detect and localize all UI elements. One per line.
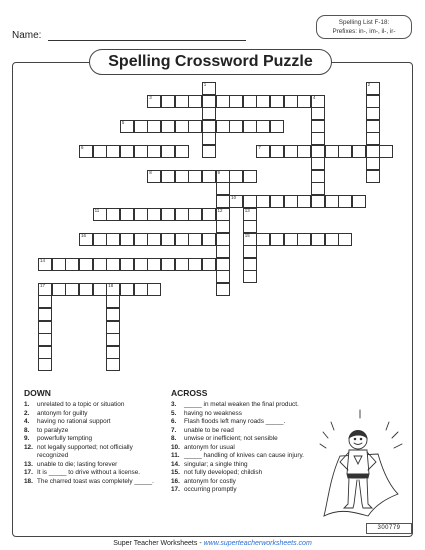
crossword-cell[interactable]: [161, 120, 175, 133]
across-clue: [171, 418, 319, 427]
crossword-cell[interactable]: [106, 308, 120, 321]
crossword-cell[interactable]: [175, 95, 189, 108]
crossword-cell[interactable]: [216, 220, 230, 233]
crossword-cell[interactable]: [366, 82, 380, 95]
crossword-cell[interactable]: [202, 82, 216, 95]
crossword-cell[interactable]: [284, 95, 298, 108]
clue-text: Flash floods left many roads _____.: [184, 418, 286, 425]
cell-number: 9: [217, 169, 221, 175]
crossword-cell[interactable]: [229, 195, 243, 208]
crossword-cell[interactable]: [243, 270, 257, 283]
clue-number: 13.: [24, 460, 33, 468]
crossword-cell[interactable]: [93, 283, 107, 296]
crossword-cell[interactable]: [366, 107, 380, 120]
crossword-cell[interactable]: [120, 233, 134, 246]
clue-text: not fully developed; childish: [184, 469, 263, 476]
crossword-cell[interactable]: [65, 258, 79, 271]
crossword-cell[interactable]: [216, 208, 230, 221]
crossword-cell[interactable]: [38, 283, 52, 296]
crossword-cell[interactable]: [325, 195, 339, 208]
clue-text: having no weakness: [184, 409, 242, 417]
crossword-cell[interactable]: [338, 195, 352, 208]
crossword-cell[interactable]: [229, 95, 243, 108]
crossword-cell[interactable]: [161, 258, 175, 271]
cell-number: 17: [40, 282, 46, 288]
crossword-cell[interactable]: [106, 258, 120, 271]
across-clue: [171, 410, 319, 419]
clue-text: It is _____ to drive without a license.: [37, 469, 141, 476]
crossword-cell[interactable]: [366, 157, 380, 170]
crossword-cell[interactable]: [243, 233, 257, 246]
crossword-cell[interactable]: [216, 283, 230, 296]
crossword-cell[interactable]: [243, 208, 257, 221]
down-clue: [24, 435, 160, 444]
down-clue: [24, 418, 160, 427]
cell-number: 4: [313, 94, 316, 100]
crossword-cell[interactable]: [243, 120, 257, 133]
crossword-cell[interactable]: [216, 170, 230, 183]
crossword-cell[interactable]: [202, 95, 216, 108]
clue-number: 5.: [171, 409, 177, 417]
crossword-cell[interactable]: [79, 258, 93, 271]
crossword-cell[interactable]: [106, 145, 120, 158]
crossword-cell[interactable]: [270, 195, 284, 208]
clue-text: antonym for usual: [184, 443, 235, 451]
clue-text: The charred toast was completely _____.: [37, 477, 154, 485]
crossword-cell[interactable]: [52, 283, 66, 296]
footer: [0, 540, 425, 547]
crossword-cell[interactable]: [311, 120, 325, 133]
crossword-cell[interactable]: [352, 145, 366, 158]
down-clue-list: [24, 401, 160, 486]
cell-number: 8: [149, 169, 152, 175]
crossword-cell[interactable]: [256, 120, 270, 133]
clue-number: 6.: [171, 418, 177, 425]
crossword-cell[interactable]: [134, 258, 148, 271]
crossword-cell[interactable]: [120, 258, 134, 271]
crossword-cell[interactable]: [38, 333, 52, 346]
clue-text: occurring promptly: [184, 486, 237, 493]
crossword-cell[interactable]: [202, 107, 216, 120]
crossword-cell[interactable]: [106, 233, 120, 246]
crossword-cell[interactable]: [202, 208, 216, 221]
crossword-cell[interactable]: [93, 145, 107, 158]
cell-number: 10: [231, 194, 237, 200]
crossword-cell[interactable]: [175, 145, 189, 158]
crossword-cell[interactable]: [256, 233, 270, 246]
crossword-cell[interactable]: [106, 321, 120, 334]
cell-number: 2: [367, 82, 371, 87]
across-clue: [171, 469, 319, 478]
crossword-cell[interactable]: [216, 120, 230, 133]
crossword-cell[interactable]: [243, 95, 257, 108]
crossword-cell[interactable]: [243, 170, 257, 183]
crossword-cell[interactable]: [325, 145, 339, 158]
crossword-cell[interactable]: [38, 346, 52, 359]
clue-text: powerfully tempting: [37, 435, 93, 442]
crossword-cell[interactable]: [106, 283, 120, 296]
clue-text: singular; a single thing: [184, 460, 248, 468]
cell-number: 15: [244, 232, 250, 238]
footer-url[interactable]: www.superteacherworksheets.com: [203, 540, 312, 547]
prefixes-label: Prefixes: in-, im-, il-, ir-: [332, 28, 396, 35]
crossword-cell[interactable]: [243, 258, 257, 271]
down-clue: [24, 444, 160, 461]
crossword-cell[interactable]: [134, 283, 148, 296]
spelling-list-box: [316, 15, 412, 39]
crossword-cell[interactable]: [202, 120, 216, 133]
down-clue: [24, 410, 160, 419]
clue-text: _____ handling of knives can cause injury.: [184, 452, 304, 459]
clue-number: 15.: [171, 469, 180, 476]
clue-number: 3.: [171, 401, 177, 408]
clue-text: having no rational support: [37, 418, 111, 425]
crossword-cell[interactable]: [270, 95, 284, 108]
clue-text: _____ in metal weaken the final product.: [184, 401, 299, 408]
crossword-cell[interactable]: [79, 145, 93, 158]
crossword-cell[interactable]: [161, 95, 175, 108]
crossword-cell[interactable]: [38, 295, 52, 308]
clue-number: 2.: [24, 409, 30, 417]
crossword-cell[interactable]: [311, 107, 325, 120]
clue-text: not legally supported; not officially recognized: [37, 443, 133, 459]
puzzle-title: Spelling Crossword Puzzle: [89, 49, 332, 75]
down-clue: [24, 461, 160, 470]
across-clue: [171, 427, 319, 436]
crossword-cell[interactable]: [297, 95, 311, 108]
crossword-cell[interactable]: [147, 95, 161, 108]
crossword-cell[interactable]: [161, 233, 175, 246]
crossword-cell[interactable]: [175, 208, 189, 221]
crossword-cell[interactable]: [270, 145, 284, 158]
down-clue: [24, 469, 160, 478]
footer-separator: -: [197, 540, 204, 547]
crossword-cell[interactable]: [188, 120, 202, 133]
crossword-cell[interactable]: [229, 120, 243, 133]
crossword-cell[interactable]: [216, 258, 230, 271]
crossword-cell[interactable]: [106, 346, 120, 359]
crossword-cell[interactable]: [175, 258, 189, 271]
crossword-cell[interactable]: [256, 95, 270, 108]
crossword-cell[interactable]: [366, 132, 380, 145]
crossword-cell[interactable]: [79, 283, 93, 296]
crossword-cell[interactable]: [311, 95, 325, 108]
clue-number: 17.: [171, 486, 180, 493]
crossword-cell[interactable]: [188, 258, 202, 271]
crossword-cell[interactable]: [93, 208, 107, 221]
clue-number: 10.: [171, 443, 180, 451]
crossword-cell[interactable]: [311, 182, 325, 195]
crossword-cell[interactable]: [38, 258, 52, 271]
crossword-cell[interactable]: [379, 145, 393, 158]
crossword-cell[interactable]: [147, 170, 161, 183]
crossword-cell[interactable]: [134, 233, 148, 246]
down-clue: [24, 478, 160, 487]
crossword-cell[interactable]: [338, 233, 352, 246]
crossword-cell[interactable]: [311, 145, 325, 158]
clue-text: unwise or inefficient; not sensible: [184, 435, 278, 442]
clue-number: 14.: [171, 460, 180, 468]
clue-number: 18.: [24, 477, 33, 485]
superhero-illustration: [318, 408, 404, 520]
clue-text: antonym for costly: [184, 477, 236, 485]
crossword-cell[interactable]: [202, 132, 216, 145]
cell-number: 16: [81, 232, 87, 238]
clue-number: 9.: [24, 435, 30, 442]
cell-number: 6: [81, 144, 84, 150]
crossword-cell[interactable]: [311, 157, 325, 170]
clue-number: 16.: [171, 477, 180, 485]
crossword-cell[interactable]: [161, 170, 175, 183]
crossword-cell[interactable]: [256, 195, 270, 208]
crossword-cell[interactable]: [311, 132, 325, 145]
crossword-cell[interactable]: [243, 245, 257, 258]
crossword-cell[interactable]: [38, 358, 52, 371]
crossword-cell[interactable]: [65, 283, 79, 296]
spelling-list-label: Spelling List F-18:: [338, 19, 390, 26]
crossword-cell[interactable]: [202, 145, 216, 158]
crossword-cell[interactable]: [338, 145, 352, 158]
crossword-cell[interactable]: [120, 145, 134, 158]
crossword-cell[interactable]: [147, 120, 161, 133]
across-clue: [171, 435, 319, 444]
crossword-cell[interactable]: [366, 95, 380, 108]
crossword-cell[interactable]: [175, 170, 189, 183]
crossword-cell[interactable]: [311, 170, 325, 183]
crossword-cell[interactable]: [216, 270, 230, 283]
crossword-cell[interactable]: [93, 258, 107, 271]
clue-number: 8.: [24, 426, 30, 434]
crossword-cell[interactable]: [311, 195, 325, 208]
across-clue: [171, 478, 319, 487]
cell-number: 1: [203, 82, 207, 87]
crossword-cell[interactable]: [270, 233, 284, 246]
crossword-cell[interactable]: [284, 233, 298, 246]
crossword-cell[interactable]: [147, 258, 161, 271]
clue-number: 17.: [24, 469, 33, 476]
clue-text: antonym for guilty: [37, 409, 88, 417]
across-heading: ACROSS: [171, 388, 208, 398]
crossword-cell[interactable]: [175, 233, 189, 246]
crossword-cell[interactable]: [216, 95, 230, 108]
down-clue: [24, 427, 160, 436]
crossword-cell[interactable]: [352, 195, 366, 208]
across-clue: [171, 444, 319, 453]
crossword-cell[interactable]: [147, 283, 161, 296]
crossword-cell[interactable]: [38, 308, 52, 321]
crossword-cell[interactable]: [202, 258, 216, 271]
across-clue: [171, 461, 319, 470]
name-line[interactable]: [48, 40, 246, 41]
crossword-cell[interactable]: [106, 295, 120, 308]
crossword-cell[interactable]: [52, 258, 66, 271]
cell-number: 5: [121, 119, 125, 125]
cell-number: 13: [244, 207, 250, 213]
footer-brand: Super Teacher Worksheets: [113, 540, 198, 547]
crossword-cell[interactable]: [202, 233, 216, 246]
crossword-cell[interactable]: [79, 233, 93, 246]
down-clue: [24, 401, 160, 410]
clue-text: unrelated to a topic or situation: [37, 401, 125, 408]
crossword-cell[interactable]: [188, 208, 202, 221]
crossword-cell[interactable]: [284, 145, 298, 158]
crossword-cell[interactable]: [120, 208, 134, 221]
clue-number: 11.: [171, 452, 180, 459]
crossword-cell[interactable]: [366, 170, 380, 183]
crossword-cell[interactable]: [134, 208, 148, 221]
crossword-cell[interactable]: [325, 233, 339, 246]
crossword-cell[interactable]: [366, 120, 380, 133]
crossword-cell[interactable]: [161, 208, 175, 221]
crossword-cell[interactable]: [161, 145, 175, 158]
across-clue: [171, 486, 319, 495]
clue-number: 12.: [24, 443, 33, 451]
crossword-cell[interactable]: [93, 233, 107, 246]
crossword-cell[interactable]: [256, 145, 270, 158]
cell-number: 12: [217, 207, 223, 213]
crossword-cell[interactable]: [106, 358, 120, 371]
crossword-cell[interactable]: [134, 145, 148, 158]
crossword-cell[interactable]: [270, 120, 284, 133]
crossword-cell[interactable]: [297, 195, 311, 208]
clue-number: 4.: [24, 418, 30, 425]
clue-number: 7.: [171, 426, 177, 434]
crossword-cell[interactable]: [216, 245, 230, 258]
crossword-cell[interactable]: [229, 170, 243, 183]
crossword-cell[interactable]: [38, 321, 52, 334]
crossword-cell[interactable]: [188, 170, 202, 183]
crossword-cell[interactable]: [366, 145, 380, 158]
crossword-cell[interactable]: [284, 195, 298, 208]
cell-number: 14: [40, 257, 46, 263]
crossword-cell[interactable]: [147, 233, 161, 246]
clue-text: unable to die; lasting forever: [37, 460, 118, 468]
crossword-cell[interactable]: [243, 195, 257, 208]
crossword-cell[interactable]: [216, 182, 230, 195]
cell-number: 11: [94, 207, 100, 213]
crossword-cell[interactable]: [175, 120, 189, 133]
cell-number: 7: [258, 144, 261, 150]
clue-number: 1.: [24, 401, 30, 408]
crossword-cell[interactable]: [120, 120, 134, 133]
across-clue-list: [171, 401, 319, 495]
clue-text: to paralyze: [37, 426, 69, 434]
clue-number: 8.: [171, 435, 177, 442]
down-heading: DOWN: [24, 388, 51, 398]
crossword-cell[interactable]: [202, 170, 216, 183]
crossword-cell[interactable]: [243, 220, 257, 233]
crossword-cell[interactable]: [297, 233, 311, 246]
crossword-cell[interactable]: [120, 283, 134, 296]
clue-text: unable to be read: [184, 426, 234, 434]
crossword-cell[interactable]: [147, 208, 161, 221]
crossword-cell[interactable]: [188, 233, 202, 246]
crossword-cell[interactable]: [297, 145, 311, 158]
crossword-cell[interactable]: [106, 333, 120, 346]
cell-number: 3: [149, 94, 152, 100]
name-label: Name:: [12, 30, 42, 41]
cell-number: 18: [108, 282, 114, 288]
crossword-cell[interactable]: [106, 208, 120, 221]
worksheet-code: 300779: [366, 523, 412, 534]
crossword-cell[interactable]: [216, 233, 230, 246]
across-clue: [171, 452, 319, 461]
crossword-cell[interactable]: [188, 95, 202, 108]
across-clue: [171, 401, 319, 410]
crossword-cell[interactable]: [134, 120, 148, 133]
crossword-cell[interactable]: [216, 195, 230, 208]
crossword-cell[interactable]: [311, 233, 325, 246]
crossword-cell[interactable]: [147, 145, 161, 158]
